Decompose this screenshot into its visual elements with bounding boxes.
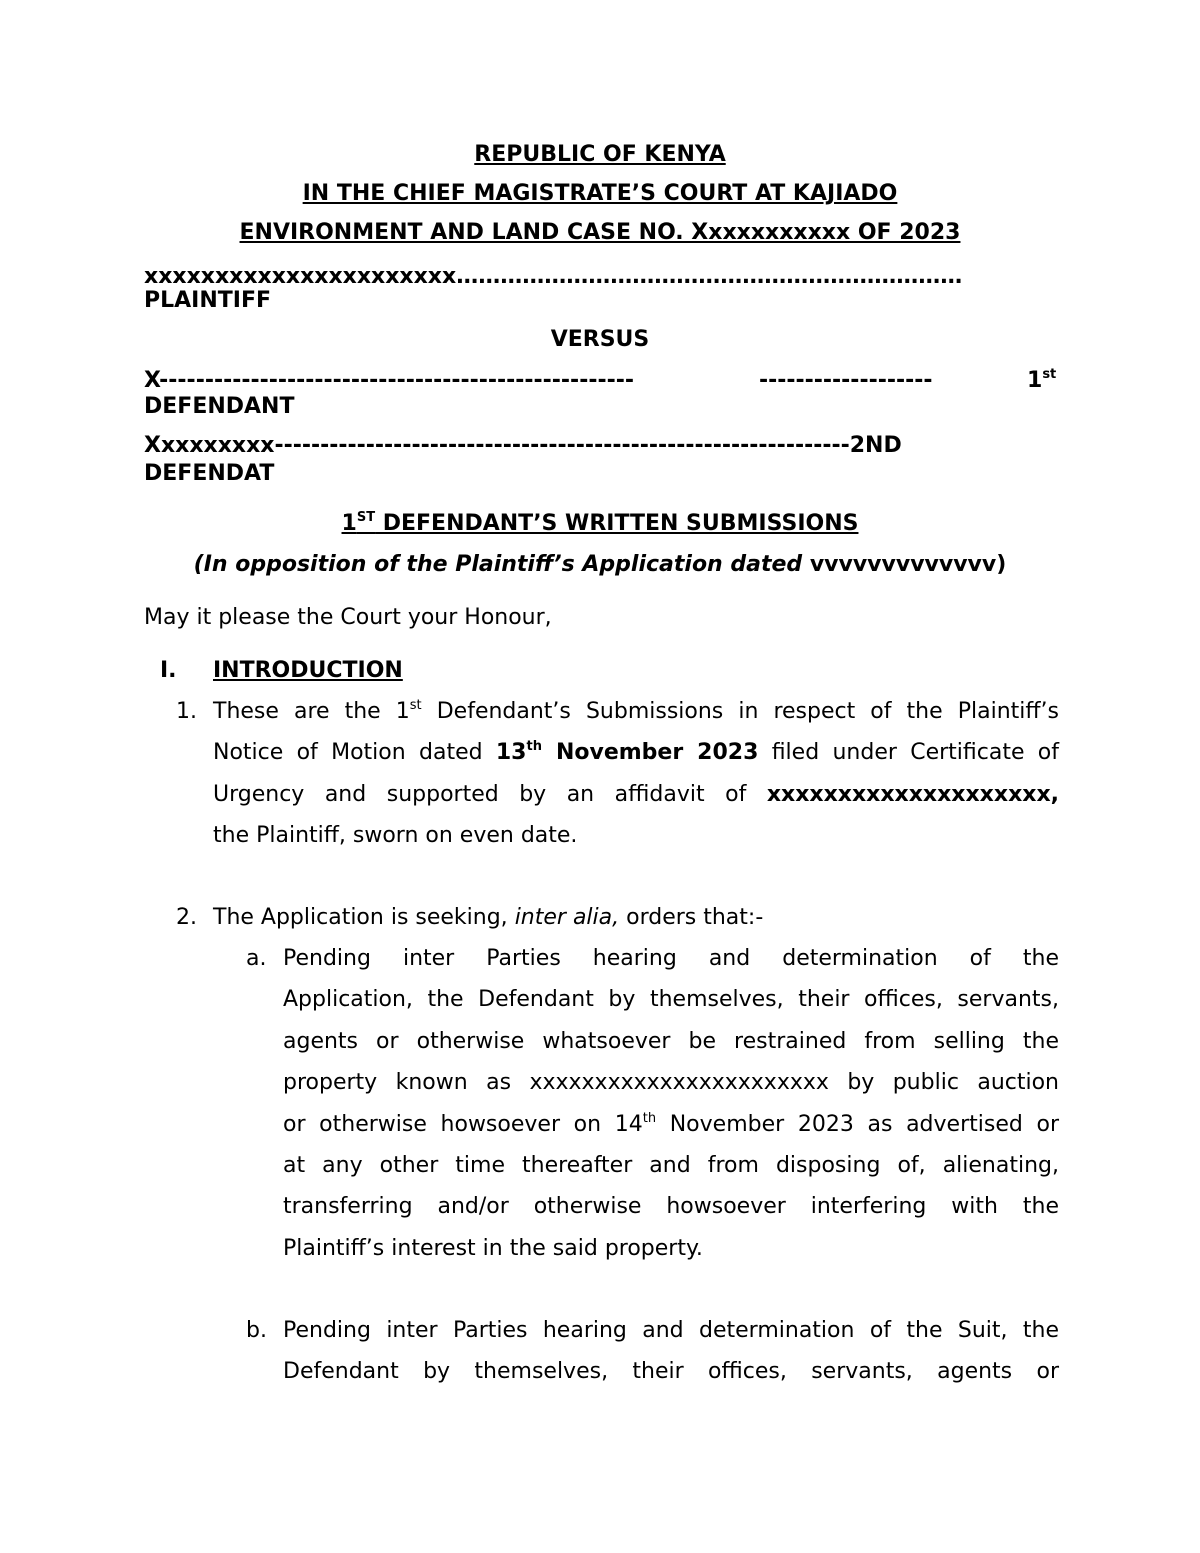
versus-label: VERSUS <box>550 327 650 352</box>
submissions-subtitle: (In opposition of the Plaintiff’s Application dated vvvvvvvvvvvvv) <box>193 552 1007 577</box>
case-number-heading: ENVIRONMENT AND LAND CASE NO. Xxxxxxxxxxx OF 2023 <box>239 220 961 245</box>
first-defendant-label: DEFENDANT <box>144 394 295 419</box>
item-a-line-2: Application, the Defendant by themselves, their offices, servants, <box>283 987 1059 1013</box>
salutation: May it please the Court your Honour, <box>144 605 552 630</box>
item-b-line-2: Defendant by themselves, their offices, servants, agents or <box>283 1359 1059 1385</box>
paragraph-2-number: 2. <box>176 905 197 930</box>
item-a <box>283 938 1059 1269</box>
paragraph-1 <box>213 691 1059 857</box>
republic-heading: REPUBLIC OF KENYA <box>474 142 726 167</box>
paragraph-2-text: The Application is seeking, inter alia, orders that:- <box>213 905 764 930</box>
plaintiff-line: xxxxxxxxxxxxxxxxxxxxxx…………………………………………………………… <box>144 264 963 289</box>
first-defendant-dashes: ------------------- <box>759 368 933 393</box>
court-heading: IN THE CHIEF MAGISTRATE’S COURT AT KAJIADO <box>302 181 898 206</box>
item-a-line-4: property known as xxxxxxxxxxxxxxxxxxxxxxx by public auction <box>283 1070 1059 1096</box>
second-defendant-line: Xxxxxxxxx---------------------------------------------------------------2ND <box>144 433 902 458</box>
plaintiff-label: PLAINTIFF <box>144 288 272 313</box>
paragraph-1-number: 1. <box>176 699 197 724</box>
first-defendant-name: X---------------------------------------------------- <box>144 368 634 393</box>
item-b-letter: b. <box>246 1318 267 1343</box>
item-a-line-7: transferring and/or otherwise howsoever interfering with the <box>283 1194 1059 1220</box>
section-numeral: I. <box>160 658 177 683</box>
item-a-line-8: Plaintiff’s interest in the said property. <box>283 1235 703 1261</box>
item-a-line-5: or otherwise howsoever on 14th November 2023 as advertised or <box>283 1110 1059 1137</box>
second-defendant-label: DEFENDAT <box>144 461 275 486</box>
paragraph-1-line-2: Notice of Motion dated 13th November 2023 filed under Certificate of <box>213 739 1059 766</box>
item-a-letter: a. <box>246 946 267 971</box>
item-a-line-1: Pending inter Parties hearing and determination of the <box>283 946 1059 971</box>
section-heading: INTRODUCTION <box>213 658 403 683</box>
paragraph-1-line-4: the Plaintiff, sworn on even date. <box>213 823 578 849</box>
paragraph-1-line-3: Urgency and supported by an affidavit of xxxxxxxxxxxxxxxxxxxx, <box>213 781 1059 807</box>
item-a-line-6: at any other time thereafter and from disposing of, alienating, <box>283 1152 1059 1178</box>
item-a-line-3: agents or otherwise whatsoever be restrained from selling the <box>283 1028 1059 1054</box>
item-b-line-1: Pending inter Parties hearing and determination of the Suit, the <box>283 1318 1059 1343</box>
first-defendant-ordinal: 1st <box>1027 367 1057 393</box>
submissions-title: 1ST DEFENDANT’S WRITTEN SUBMISSIONS <box>341 510 859 536</box>
item-b <box>283 1310 1059 1393</box>
paragraph-1-line-1: These are the 1st Defendant’s Submissions in respect of the Plaintiff’s <box>213 698 1059 724</box>
